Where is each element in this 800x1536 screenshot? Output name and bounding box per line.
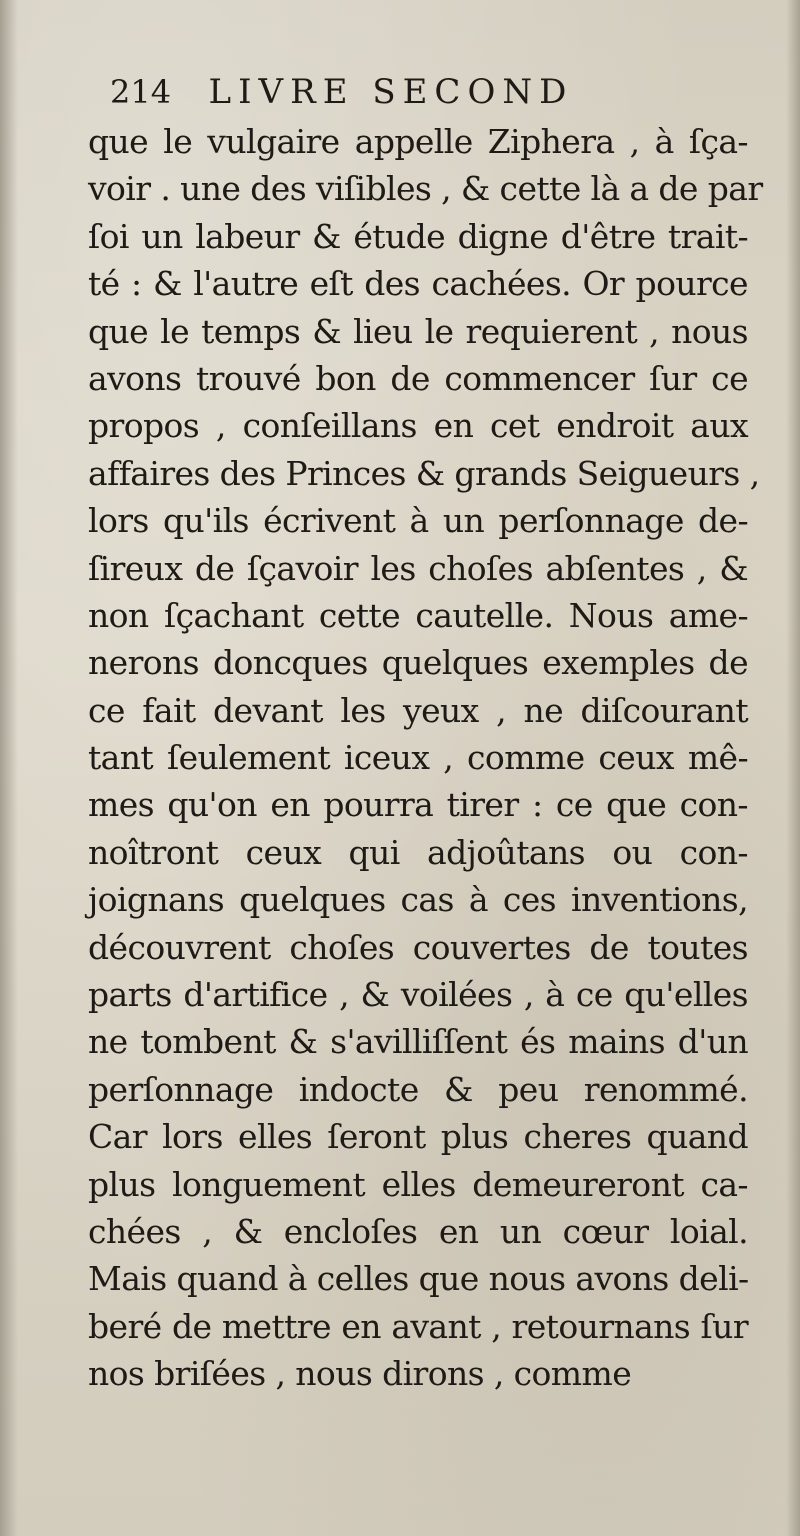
text-line: ne tombent & s'avilliſſent és mains d'un: [88, 1022, 748, 1062]
text-line: non ſçachant cette cautelle. Nous ame-: [88, 595, 748, 635]
page-edge-left: [0, 0, 18, 1536]
text-line: Mais quand à celles que nous avons deli-: [88, 1259, 749, 1299]
text-line-last: nos briſées , nous dirons , comme: [88, 1354, 632, 1394]
text-line: ſireux de ſçavoir les choſes abſentes , &: [88, 548, 748, 588]
text-line: ce fait devant les yeux , ne diſcourant: [88, 690, 748, 730]
text-line: beré de mettre en avant , retournans ſur: [88, 1306, 748, 1346]
text-line: propos , conſeillans en cet endroit aux: [88, 406, 748, 446]
page-header: [88, 66, 748, 118]
text-line: affaires des Princes & grands Seigueurs ,: [88, 453, 760, 493]
text-line: mes qu'on en pourra tirer : ce que con-: [88, 785, 748, 825]
text-line: parts d'artifice , & voilées , à ce qu'elles: [88, 975, 748, 1015]
text-line: nerons doncques quelques exemples de: [88, 643, 748, 683]
page-edge-right: [786, 0, 800, 1536]
text-line: découvrent choſes couvertes de toutes: [88, 927, 748, 967]
text-line: que le vulgaire appelle Ziphera , à ſça-: [88, 122, 748, 161]
text-line: ſoi un labeur & étude digne d'être trait-: [88, 216, 748, 256]
text-line: Car lors elles ſeront plus cheres quand: [88, 1117, 748, 1157]
text-line: plus longuement elles demeureront ca-: [88, 1164, 748, 1204]
text-line: lors qu'ils écrivent à un perſonnage de-: [88, 501, 748, 541]
page-text-block: [88, 66, 763, 1398]
text-line: té : & l'autre eſt des cachées. Or pource: [88, 264, 748, 304]
text-line: joignans quelques cas à ces inventions,: [88, 880, 748, 920]
page-number: 214: [110, 73, 172, 111]
text-line: perſonnage indocte & peu renommé.: [88, 1069, 748, 1109]
text-line: que le temps & lieu le requierent , nous: [88, 311, 748, 351]
running-head: LIVRE SECOND: [208, 72, 574, 112]
text-line: noîtront ceux qui adjoûtans ou con-: [88, 832, 748, 872]
text-line: tant ſeulement iceux , comme ceux mê-: [88, 738, 748, 778]
text-line: voir . une des viſibles , & cette là a de par: [88, 169, 763, 209]
text-line: avons trouvé bon de commencer ſur ce: [88, 358, 748, 398]
text-line: chées , & encloſes en un cœur loial.: [88, 1211, 748, 1251]
